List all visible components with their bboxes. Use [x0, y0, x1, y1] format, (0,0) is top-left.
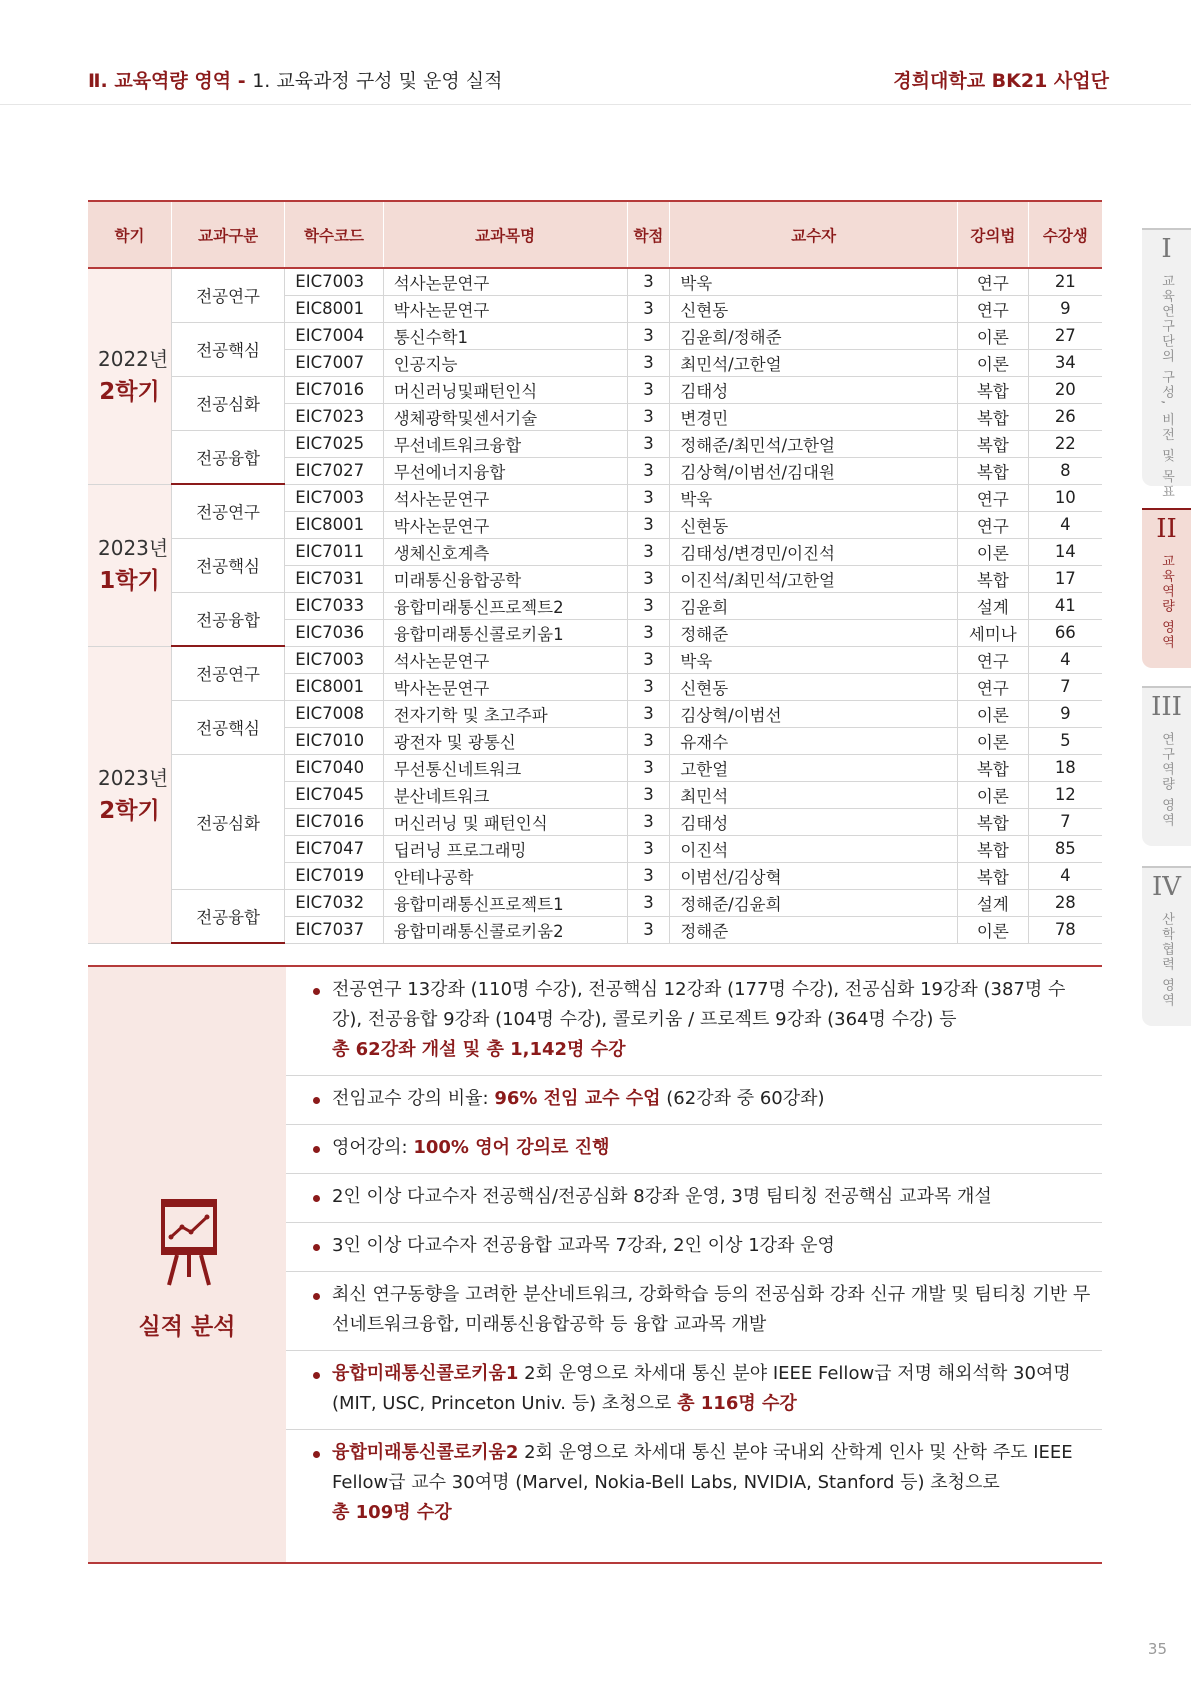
semester-year: 2023년	[98, 765, 169, 790]
course-credit: 3	[627, 673, 670, 700]
side-tab-1[interactable]	[1142, 228, 1191, 500]
section-breadcrumb	[88, 66, 502, 93]
course-students: 8	[1028, 457, 1102, 484]
course-method: 복합	[958, 430, 1029, 457]
course-credit: 3	[627, 565, 670, 592]
highlight-text: 총 62강좌 개설 및 총 1,142명 수강	[332, 1039, 626, 1060]
column-header: 학기	[88, 201, 171, 268]
course-table-container	[88, 200, 1102, 944]
course-name: 생체광학및센서기술	[383, 403, 627, 430]
category-cell: 전공연구	[171, 646, 284, 700]
analysis-item	[286, 1430, 1102, 1538]
course-students: 26	[1028, 403, 1102, 430]
course-students: 21	[1028, 268, 1102, 295]
course-credit: 3	[627, 538, 670, 565]
analysis-text: (62강좌 중 60강좌)	[660, 1088, 825, 1109]
analysis-title: 실적 분석	[138, 1314, 236, 1340]
analysis-item	[286, 1223, 1102, 1272]
course-students: 34	[1028, 349, 1102, 376]
course-students: 7	[1028, 673, 1102, 700]
course-instructor: 신현동	[670, 511, 958, 538]
course-method: 이론	[958, 538, 1029, 565]
course-credit: 3	[627, 430, 670, 457]
analysis-item	[286, 1174, 1102, 1223]
course-students: 66	[1028, 619, 1102, 646]
course-instructor: 김윤희	[670, 592, 958, 619]
course-method: 연구	[958, 511, 1029, 538]
course-credit: 3	[627, 808, 670, 835]
highlight-text: 융합미래통신콜로키움1	[332, 1363, 519, 1384]
course-method: 이론	[958, 700, 1029, 727]
table-row	[88, 430, 1102, 457]
course-credit: 3	[627, 916, 670, 943]
course-method: 설계	[958, 592, 1029, 619]
side-tab-number: IV	[1151, 872, 1182, 902]
course-students: 10	[1028, 484, 1102, 511]
course-method: 복합	[958, 457, 1029, 484]
side-tab-number: II	[1156, 514, 1177, 544]
side-tab-label: 교육역량 영역	[1159, 554, 1174, 651]
page-number: 35	[1147, 1640, 1167, 1658]
course-method: 복합	[958, 565, 1029, 592]
column-header: 학점	[627, 201, 670, 268]
highlight-text: 총 116명 수강	[677, 1393, 797, 1414]
course-code: EIC7033	[285, 592, 383, 619]
course-name: 융합미래통신프로젝트2	[383, 592, 627, 619]
analysis-item	[286, 967, 1102, 1076]
category-cell: 전공심화	[171, 376, 284, 430]
table-row	[88, 592, 1102, 619]
course-credit: 3	[627, 727, 670, 754]
course-name: 박사논문연구	[383, 511, 627, 538]
course-name: 융합미래통신프로젝트1	[383, 889, 627, 916]
course-name: 무선에너지융합	[383, 457, 627, 484]
course-credit: 3	[627, 862, 670, 889]
course-instructor: 고한얼	[670, 754, 958, 781]
analysis-text: 전임교수 강의 비율:	[332, 1088, 495, 1109]
course-method: 복합	[958, 754, 1029, 781]
course-code: EIC7008	[285, 700, 383, 727]
category-cell: 전공심화	[171, 754, 284, 889]
course-code: EIC8001	[285, 673, 383, 700]
course-instructor: 김윤희/정해준	[670, 322, 958, 349]
course-name: 딥러닝 프로그래밍	[383, 835, 627, 862]
side-tab-label: 교육연구단의 구성, 비전 및 목표	[1159, 274, 1174, 500]
side-tab-4[interactable]	[1142, 866, 1191, 1026]
course-credit: 3	[627, 322, 670, 349]
course-method: 연구	[958, 484, 1029, 511]
semester-cell	[88, 484, 171, 646]
course-method: 연구	[958, 673, 1029, 700]
column-header: 강의법	[958, 201, 1029, 268]
course-name: 융합미래통신콜로키움1	[383, 619, 627, 646]
course-instructor: 박욱	[670, 484, 958, 511]
side-tab-label: 연구역량 영역	[1159, 732, 1174, 829]
course-instructor: 이범선/김상혁	[670, 862, 958, 889]
table-row	[88, 268, 1102, 295]
course-instructor: 김태성/변경민/이진석	[670, 538, 958, 565]
table-row	[88, 889, 1102, 916]
course-name: 인공지능	[383, 349, 627, 376]
course-instructor: 정해준/김윤희	[670, 889, 958, 916]
course-students: 22	[1028, 430, 1102, 457]
course-method: 연구	[958, 268, 1029, 295]
analysis-item	[286, 1351, 1102, 1430]
course-credit: 3	[627, 403, 670, 430]
course-students: 4	[1028, 862, 1102, 889]
highlight-text: 96% 전임 교수 수업	[494, 1088, 661, 1109]
course-code: EIC7003	[285, 646, 383, 673]
course-students: 4	[1028, 646, 1102, 673]
course-code: EIC7025	[285, 430, 383, 457]
course-students: 78	[1028, 916, 1102, 943]
course-code: EIC7047	[285, 835, 383, 862]
column-header: 교과목명	[383, 201, 627, 268]
course-method: 복합	[958, 862, 1029, 889]
course-credit: 3	[627, 889, 670, 916]
analysis-text: 2인 이상 다교수자 전공핵심/전공심화 8강좌 운영, 3명 팀티칭 전공핵심 교과목 개설	[332, 1186, 992, 1207]
highlight-text: 총 109명 수강	[332, 1502, 452, 1523]
course-code: EIC7019	[285, 862, 383, 889]
category-cell: 전공연구	[171, 268, 284, 322]
analysis-item	[286, 1125, 1102, 1174]
course-method: 이론	[958, 727, 1029, 754]
course-method: 이론	[958, 322, 1029, 349]
course-name: 안테나공학	[383, 862, 627, 889]
table-row	[88, 376, 1102, 403]
course-instructor: 이진석/최민석/고한얼	[670, 565, 958, 592]
semester-term: 2학기	[99, 797, 160, 824]
analysis-item	[286, 1076, 1102, 1125]
course-code: EIC7040	[285, 754, 383, 781]
course-name: 박사논문연구	[383, 673, 627, 700]
course-code: EIC7016	[285, 808, 383, 835]
course-instructor: 정해준	[670, 916, 958, 943]
course-students: 18	[1028, 754, 1102, 781]
course-code: EIC7045	[285, 781, 383, 808]
course-instructor: 김태성	[670, 808, 958, 835]
course-students: 14	[1028, 538, 1102, 565]
course-name: 미래통신융합공학	[383, 565, 627, 592]
analysis-text: 2회 운영으로 차세대 통신 분야 IEEE Fellow급 저명 해외석학 30여명 (MIT, USC, Princeton Univ. 등) 초청으로	[332, 1363, 1071, 1414]
course-credit: 3	[627, 457, 670, 484]
course-students: 7	[1028, 808, 1102, 835]
course-name: 광전자 및 광통신	[383, 727, 627, 754]
course-students: 5	[1028, 727, 1102, 754]
course-instructor: 박욱	[670, 646, 958, 673]
course-code: EIC7010	[285, 727, 383, 754]
course-code: EIC7031	[285, 565, 383, 592]
course-credit: 3	[627, 295, 670, 322]
highlight-text: 융합미래통신콜로키움2	[332, 1442, 519, 1463]
side-tab-label: 산학협력 영역	[1159, 912, 1174, 1009]
analysis-text: 영어강의:	[332, 1137, 414, 1158]
course-instructor: 신현동	[670, 673, 958, 700]
semester-year: 2023년	[98, 536, 169, 560]
course-name: 분산네트워크	[383, 781, 627, 808]
side-tab-3[interactable]	[1142, 686, 1191, 846]
analysis-text: 2회 운영으로 차세대 통신 분야 국내외 산학계 인사 및 산학 주도 IEEE Fellow급 교수 30여명 (Marvel, Nokia-Bell Labs, NVIDIA, Stanford 등) 초청으로	[332, 1442, 1073, 1493]
course-instructor: 이진석	[670, 835, 958, 862]
analysis-list	[286, 967, 1102, 1538]
course-method: 설계	[958, 889, 1029, 916]
analysis-text: 전공연구 13강좌 (110명 수강), 전공핵심 12강좌 (177명 수강), 전공심화 19강좌 (387명 수강), 전공융합 9강좌 (104명 수강), 콜로키움 / 프로젝트 9강좌 (364명 수강) 등	[332, 979, 1066, 1030]
course-method: 연구	[958, 646, 1029, 673]
course-instructor: 최민석/고한얼	[670, 349, 958, 376]
course-students: 12	[1028, 781, 1102, 808]
course-instructor: 신현동	[670, 295, 958, 322]
table-header	[88, 201, 1102, 268]
course-method: 복합	[958, 403, 1029, 430]
analysis-label-panel	[88, 967, 286, 1562]
course-credit: 3	[627, 835, 670, 862]
course-students: 41	[1028, 592, 1102, 619]
course-credit: 3	[627, 700, 670, 727]
highlight-text: 100% 영어 강의로 진행	[413, 1137, 610, 1158]
analysis-item	[286, 1272, 1102, 1351]
category-cell: 전공핵심	[171, 700, 284, 754]
course-code: EIC7032	[285, 889, 383, 916]
category-cell: 전공융합	[171, 889, 284, 943]
course-name: 무선통신네트워크	[383, 754, 627, 781]
course-credit: 3	[627, 646, 670, 673]
course-students: 20	[1028, 376, 1102, 403]
category-cell: 전공핵심	[171, 322, 284, 376]
analysis-section	[88, 965, 1102, 1564]
course-name: 석사논문연구	[383, 646, 627, 673]
course-instructor: 김태성	[670, 376, 958, 403]
course-students: 85	[1028, 835, 1102, 862]
course-method: 복합	[958, 835, 1029, 862]
organization-name: 경희대학교 BK21 사업단	[893, 70, 1109, 92]
course-instructor: 정해준	[670, 619, 958, 646]
course-instructor: 최민석	[670, 781, 958, 808]
course-instructor: 박욱	[670, 268, 958, 295]
course-credit: 3	[627, 349, 670, 376]
semester-cell	[88, 268, 171, 484]
course-code: EIC8001	[285, 295, 383, 322]
course-code: EIC7036	[285, 619, 383, 646]
category-cell: 전공융합	[171, 430, 284, 484]
course-code: EIC7037	[285, 916, 383, 943]
course-instructor: 김상혁/이범선	[670, 700, 958, 727]
course-code: EIC7023	[285, 403, 383, 430]
column-header: 교과구분	[171, 201, 284, 268]
analysis-text: 최신 연구동향을 고려한 분산네트워크, 강화학습 등의 전공심화 강좌 신규 개발 및 팀티칭 기반 무선네트워크융합, 미래통신융합공학 등 융합 교과목 개발	[332, 1284, 1091, 1335]
section-prefix: Ⅱ. 교육역량 영역 -	[88, 70, 253, 92]
table-row	[88, 700, 1102, 727]
side-tab-2[interactable]	[1142, 508, 1191, 668]
page-header	[0, 0, 1191, 105]
course-method: 연구	[958, 295, 1029, 322]
course-students: 17	[1028, 565, 1102, 592]
table-row	[88, 754, 1102, 781]
course-credit: 3	[627, 268, 670, 295]
course-name: 통신수학1	[383, 322, 627, 349]
course-method: 복합	[958, 808, 1029, 835]
course-code: EIC7027	[285, 457, 383, 484]
semester-cell	[88, 646, 171, 943]
course-code: EIC7007	[285, 349, 383, 376]
table-row	[88, 646, 1102, 673]
course-credit: 3	[627, 511, 670, 538]
course-credit: 3	[627, 754, 670, 781]
semester-term: 2학기	[99, 379, 160, 406]
course-instructor: 정해준/최민석/고한얼	[670, 430, 958, 457]
course-name: 머신러닝및패턴인식	[383, 376, 627, 403]
category-cell: 전공융합	[171, 592, 284, 646]
course-name: 생체신호계측	[383, 538, 627, 565]
presentation-chart-icon	[155, 1197, 223, 1287]
course-credit: 3	[627, 592, 670, 619]
column-header: 교수자	[670, 201, 958, 268]
course-students: 9	[1028, 295, 1102, 322]
analysis-text: 3인 이상 다교수자 전공융합 교과목 7강좌, 2인 이상 1강좌 운영	[332, 1235, 835, 1256]
course-credit: 3	[627, 376, 670, 403]
column-header: 학수코드	[285, 201, 383, 268]
semester-term: 1학기	[99, 568, 160, 594]
course-credit: 3	[627, 484, 670, 511]
course-name: 융합미래통신콜로키움2	[383, 916, 627, 943]
course-method: 이론	[958, 916, 1029, 943]
side-tab-number: I	[1161, 234, 1172, 264]
course-method: 복합	[958, 376, 1029, 403]
table-row	[88, 538, 1102, 565]
course-name: 석사논문연구	[383, 484, 627, 511]
course-code: EIC7016	[285, 376, 383, 403]
course-credit: 3	[627, 619, 670, 646]
course-method: 세미나	[958, 619, 1029, 646]
course-name: 무선네트워크융합	[383, 430, 627, 457]
category-cell: 전공연구	[171, 484, 284, 538]
course-students: 9	[1028, 700, 1102, 727]
course-students: 4	[1028, 511, 1102, 538]
section-subtitle: 1. 교육과정 구성 및 운영 실적	[252, 70, 503, 92]
course-code: EIC8001	[285, 511, 383, 538]
course-code: EIC7004	[285, 322, 383, 349]
course-name: 전자기학 및 초고주파	[383, 700, 627, 727]
course-students: 27	[1028, 322, 1102, 349]
course-code: EIC7011	[285, 538, 383, 565]
course-code: EIC7003	[285, 484, 383, 511]
table-body	[88, 268, 1102, 943]
course-name: 박사논문연구	[383, 295, 627, 322]
course-name: 머신러닝 및 패턴인식	[383, 808, 627, 835]
course-name: 석사논문연구	[383, 268, 627, 295]
course-table	[88, 200, 1102, 944]
course-code: EIC7003	[285, 268, 383, 295]
course-method: 이론	[958, 781, 1029, 808]
table-row	[88, 322, 1102, 349]
course-instructor: 유재수	[670, 727, 958, 754]
course-instructor: 변경민	[670, 403, 958, 430]
column-header: 수강생	[1028, 201, 1102, 268]
course-method: 이론	[958, 349, 1029, 376]
semester-year: 2022년	[98, 347, 169, 372]
course-students: 28	[1028, 889, 1102, 916]
course-credit: 3	[627, 781, 670, 808]
category-cell: 전공핵심	[171, 538, 284, 592]
side-tab-number: III	[1151, 692, 1182, 722]
table-row	[88, 484, 1102, 511]
course-instructor: 김상혁/이범선/김대원	[670, 457, 958, 484]
